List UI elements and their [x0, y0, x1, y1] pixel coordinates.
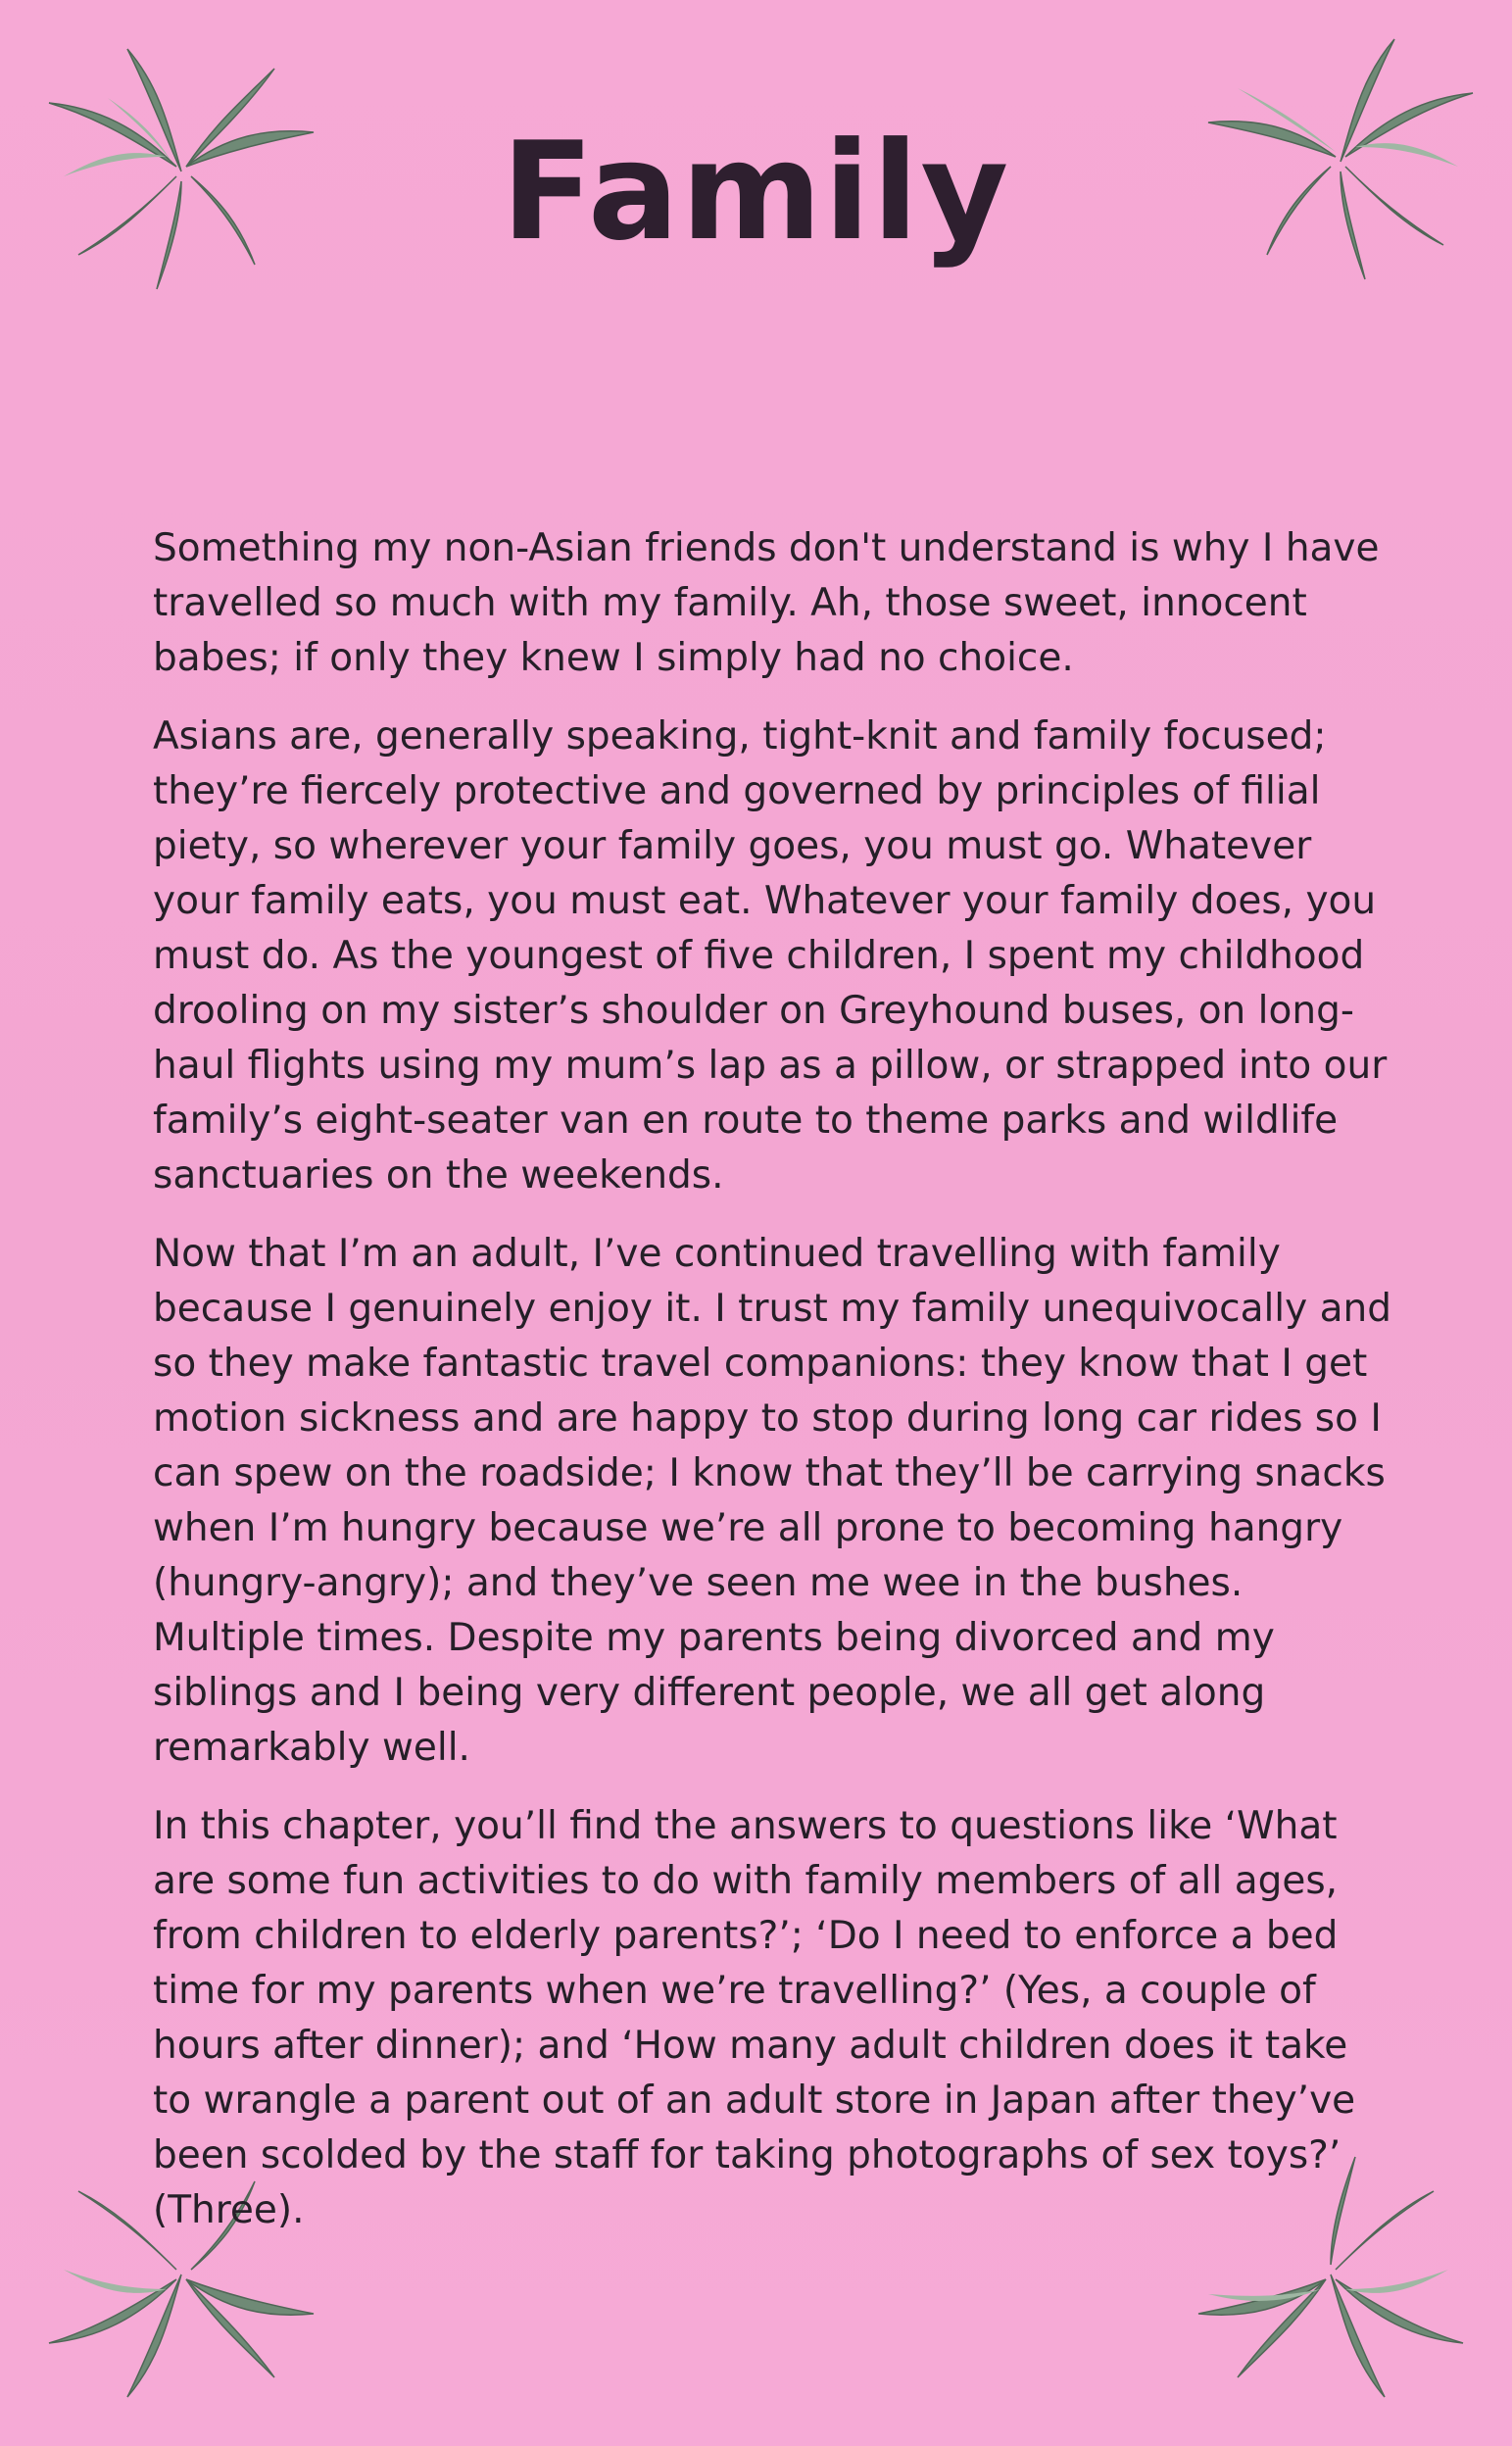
paragraph-1: Something my non-Asian friends don't understand is why I have travelled so much with my family. Ah, those sweet, innocent babes; if only they knew I simply had no choice. — [153, 526, 1380, 680]
paragraph-3: Now that I’m an adult, I’ve continued travelling with family because I genuinely enjoy it. I trust my family unequivocally and so they make fantastic travel companions: they know that I get motion sickness and are happy to stop during long car rides so I can spew on the roadside; I know that they’ll be carrying snacks when I’m hungry because we’re all prone to becoming hangry (hungry-angry); and they’ve seen me wee in the bushes. Multiple times. Despite my parents being divorced and my siblings and I being very different people, we all get along remarkably well. — [153, 1232, 1391, 1770]
paragraph-2: Asians are, generally speaking, tight-knit and family focused; they’re fiercely protective and governed by principles of filial piety, so wherever your family goes, you must go. Whatever your family eats, you must eat. Whatever your family does, you must do. As the youngest of five children, I spent my childhood drooling on my sister’s shoulder on Greyhound buses, on long-haul flights using my mum’s lap as a pillow, or strapped into our family’s eight-seater van en route to theme parks and wildlife sanctuaries on the weekends. — [153, 714, 1388, 1198]
paragraph-4: In this chapter, you’ll find the answers to questions like ‘What are some fun activities to do with family members of all ages, from children to elderly parents?’; ‘Do I need to enforce a bed time for my parents when we’re travelling?’ (Yes, a couple of hours after dinner); and ‘How many adult children does it take to wrangle a parent out of an adult store in Japan after they’ve been scolded by the staff for taking photographs of sex toys?’ (Three). — [153, 1804, 1356, 2232]
body-text — [153, 521, 1397, 2262]
page-title: Family — [501, 113, 1011, 270]
